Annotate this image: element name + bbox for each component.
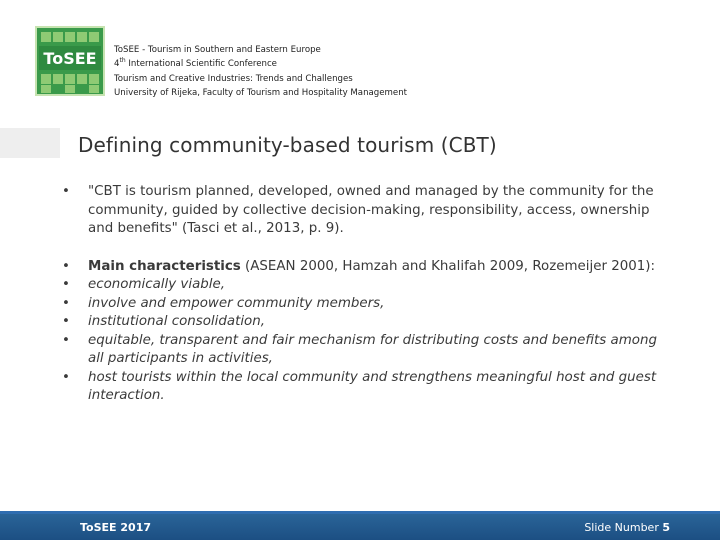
bullet-icon: • — [62, 258, 70, 274]
header-line-4: University of Rijeka, Faculty of Tourism and Hospitality Management — [114, 88, 408, 99]
definition-bullet — [58, 183, 668, 239]
list-item: • equitable, transparent and fair mechanism for distributing costs and benefits among all participants in activities, — [62, 332, 657, 366]
title-accent-bar — [0, 128, 60, 158]
footer-conference-name: ToSEE 2017 — [80, 521, 151, 534]
bullet-icon: • — [62, 332, 70, 348]
characteristics-label: Main characteristics — [88, 258, 241, 274]
header-line-2: 4th International Scientific Conference — [114, 57, 277, 70]
bullet-icon: • — [62, 277, 70, 292]
header-line-3: Tourism and Creative Industries: Trends and Challenges — [114, 73, 353, 84]
slide-title: Defining community-based tourism (CBT) — [78, 133, 497, 157]
list-item: • involve and empower community members, — [58, 295, 668, 314]
slide-body — [58, 183, 668, 406]
bullet-icon: • — [62, 369, 70, 385]
tosee-logo-icon — [35, 26, 105, 96]
characteristics-sources: (ASEAN 2000, Hamzah and Khalifah 2009, Rozemeijer 2001): — [240, 258, 656, 274]
slide-number: Slide Number 5 — [584, 521, 670, 534]
bullet-icon: • — [62, 184, 70, 199]
header-line-1: ToSEE - Tourism in Southern and Eastern Europe — [114, 45, 321, 55]
bullet-icon: • — [62, 295, 70, 311]
definition-text: "CBT is tourism planned, developed, owned and managed by the community for the community, guided by collective decision-making, responsibility, access, ownership and benefits" (Tasci et al., 2013, p. 9). — [88, 184, 654, 236]
characteristics-heading — [58, 258, 668, 277]
list-item: • host tourists within the local community and strengthens meaningful host and guest interaction. — [62, 369, 657, 403]
list-item: • institutional consolidation, — [58, 313, 668, 332]
footer-bar — [0, 511, 720, 540]
list-item: • economically viable, — [58, 276, 668, 295]
logo-text: ToSEE — [43, 49, 97, 68]
conference-header — [114, 43, 407, 101]
bullet-icon: • — [62, 314, 70, 329]
